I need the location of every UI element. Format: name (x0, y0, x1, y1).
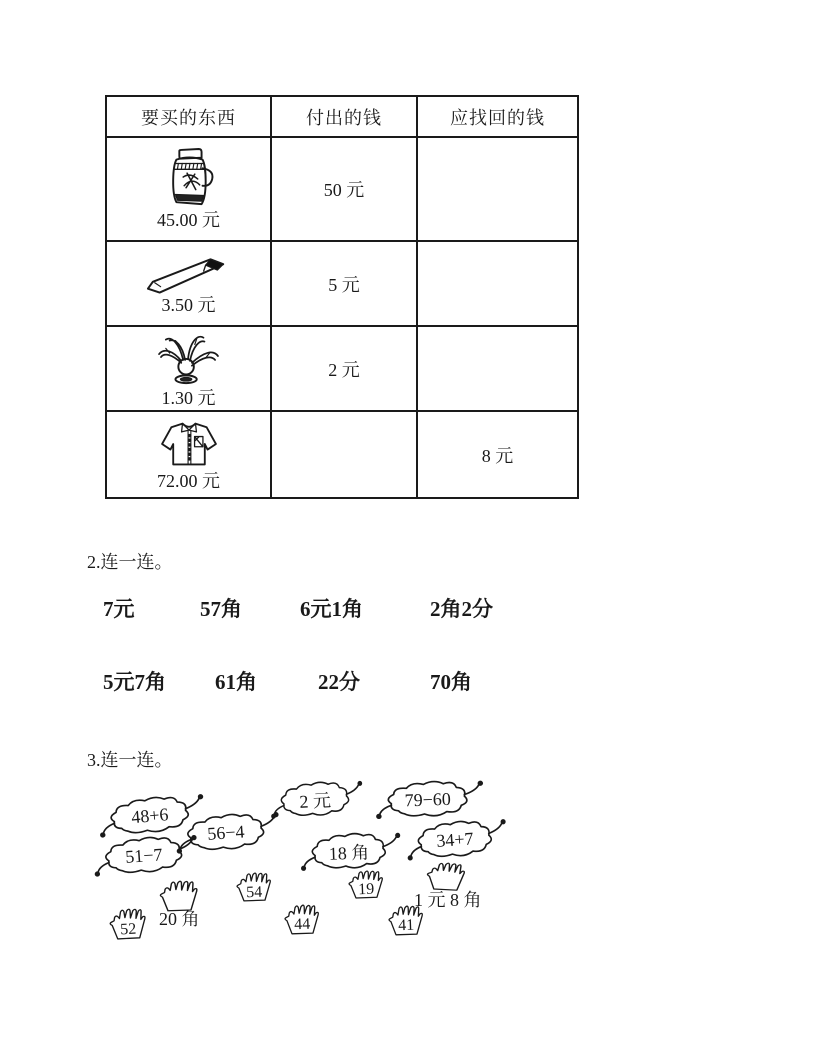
table-row-item-shirt (107, 412, 272, 497)
cloud-expression: 48+6 (130, 804, 170, 828)
question-2-label: 2.连一连。 (87, 552, 173, 572)
cloud-expression: 34+7 (435, 828, 475, 851)
money-item: 6元1角 (300, 597, 363, 621)
money-item: 7元 (103, 597, 135, 621)
table-row-item-jar (107, 138, 272, 242)
crown-caption: 20 角 (159, 909, 200, 929)
crown-number: 54 (245, 883, 263, 902)
crown-number: 41 (397, 917, 415, 935)
item-price: 3.50 元 (161, 294, 216, 315)
money-item: 57角 (200, 597, 242, 621)
paid-cell (272, 412, 418, 497)
money-item: 61角 (215, 670, 257, 694)
item-price: 72.00 元 (157, 470, 220, 491)
paid-cell: 50 元 (272, 138, 418, 242)
money-item: 22分 (318, 670, 360, 694)
change-cell (418, 138, 577, 242)
cloud-bubble (404, 812, 511, 865)
table-header-item: 要买的东西 (107, 97, 272, 138)
money-item: 2角2分 (430, 597, 493, 621)
price-table (105, 95, 579, 499)
cloud-expression: 56−4 (206, 821, 246, 844)
cloud-bubble (268, 775, 366, 824)
crown-answer (232, 870, 275, 903)
money-item: 5元7角 (103, 670, 166, 694)
flower-icon (154, 329, 224, 387)
crown-caption: 1 元 8 角 (414, 890, 482, 910)
crown-answer-empty (422, 860, 470, 893)
table-header-change: 应找回的钱 (418, 97, 577, 138)
table-row-item-flower (107, 327, 272, 412)
question-3-label: 3.连一连。 (87, 750, 173, 770)
cloud-expression: 18 角 (328, 842, 370, 864)
crown-number: 52 (119, 920, 137, 939)
table-row-item-pen (107, 242, 272, 327)
paid-cell: 5 元 (272, 242, 418, 327)
crown-answer (105, 906, 151, 942)
paid-cell: 2 元 (272, 327, 418, 412)
crown-answer (344, 868, 387, 900)
item-price: 1.30 元 (161, 387, 216, 408)
crown-number: 44 (293, 916, 311, 934)
change-cell (418, 242, 577, 327)
change-cell: 8 元 (481, 445, 514, 466)
money-item: 70角 (430, 670, 472, 694)
cloud-bubble (91, 828, 202, 881)
jar-icon (160, 147, 218, 209)
shirt-icon (158, 418, 220, 470)
item-price: 45.00 元 (157, 210, 220, 231)
crown-icon (422, 860, 470, 893)
cloud-expression: 51−7 (124, 844, 164, 867)
crown-number: 19 (357, 880, 375, 899)
cloud-expression: 2 元 (298, 790, 332, 812)
pen-icon (144, 252, 234, 294)
table-header-paid: 付出的钱 (272, 97, 418, 138)
cloud-bubble (298, 826, 404, 876)
change-cell (418, 327, 577, 412)
crown-answer (280, 902, 323, 936)
cloud-expression: 79−60 (404, 788, 452, 811)
